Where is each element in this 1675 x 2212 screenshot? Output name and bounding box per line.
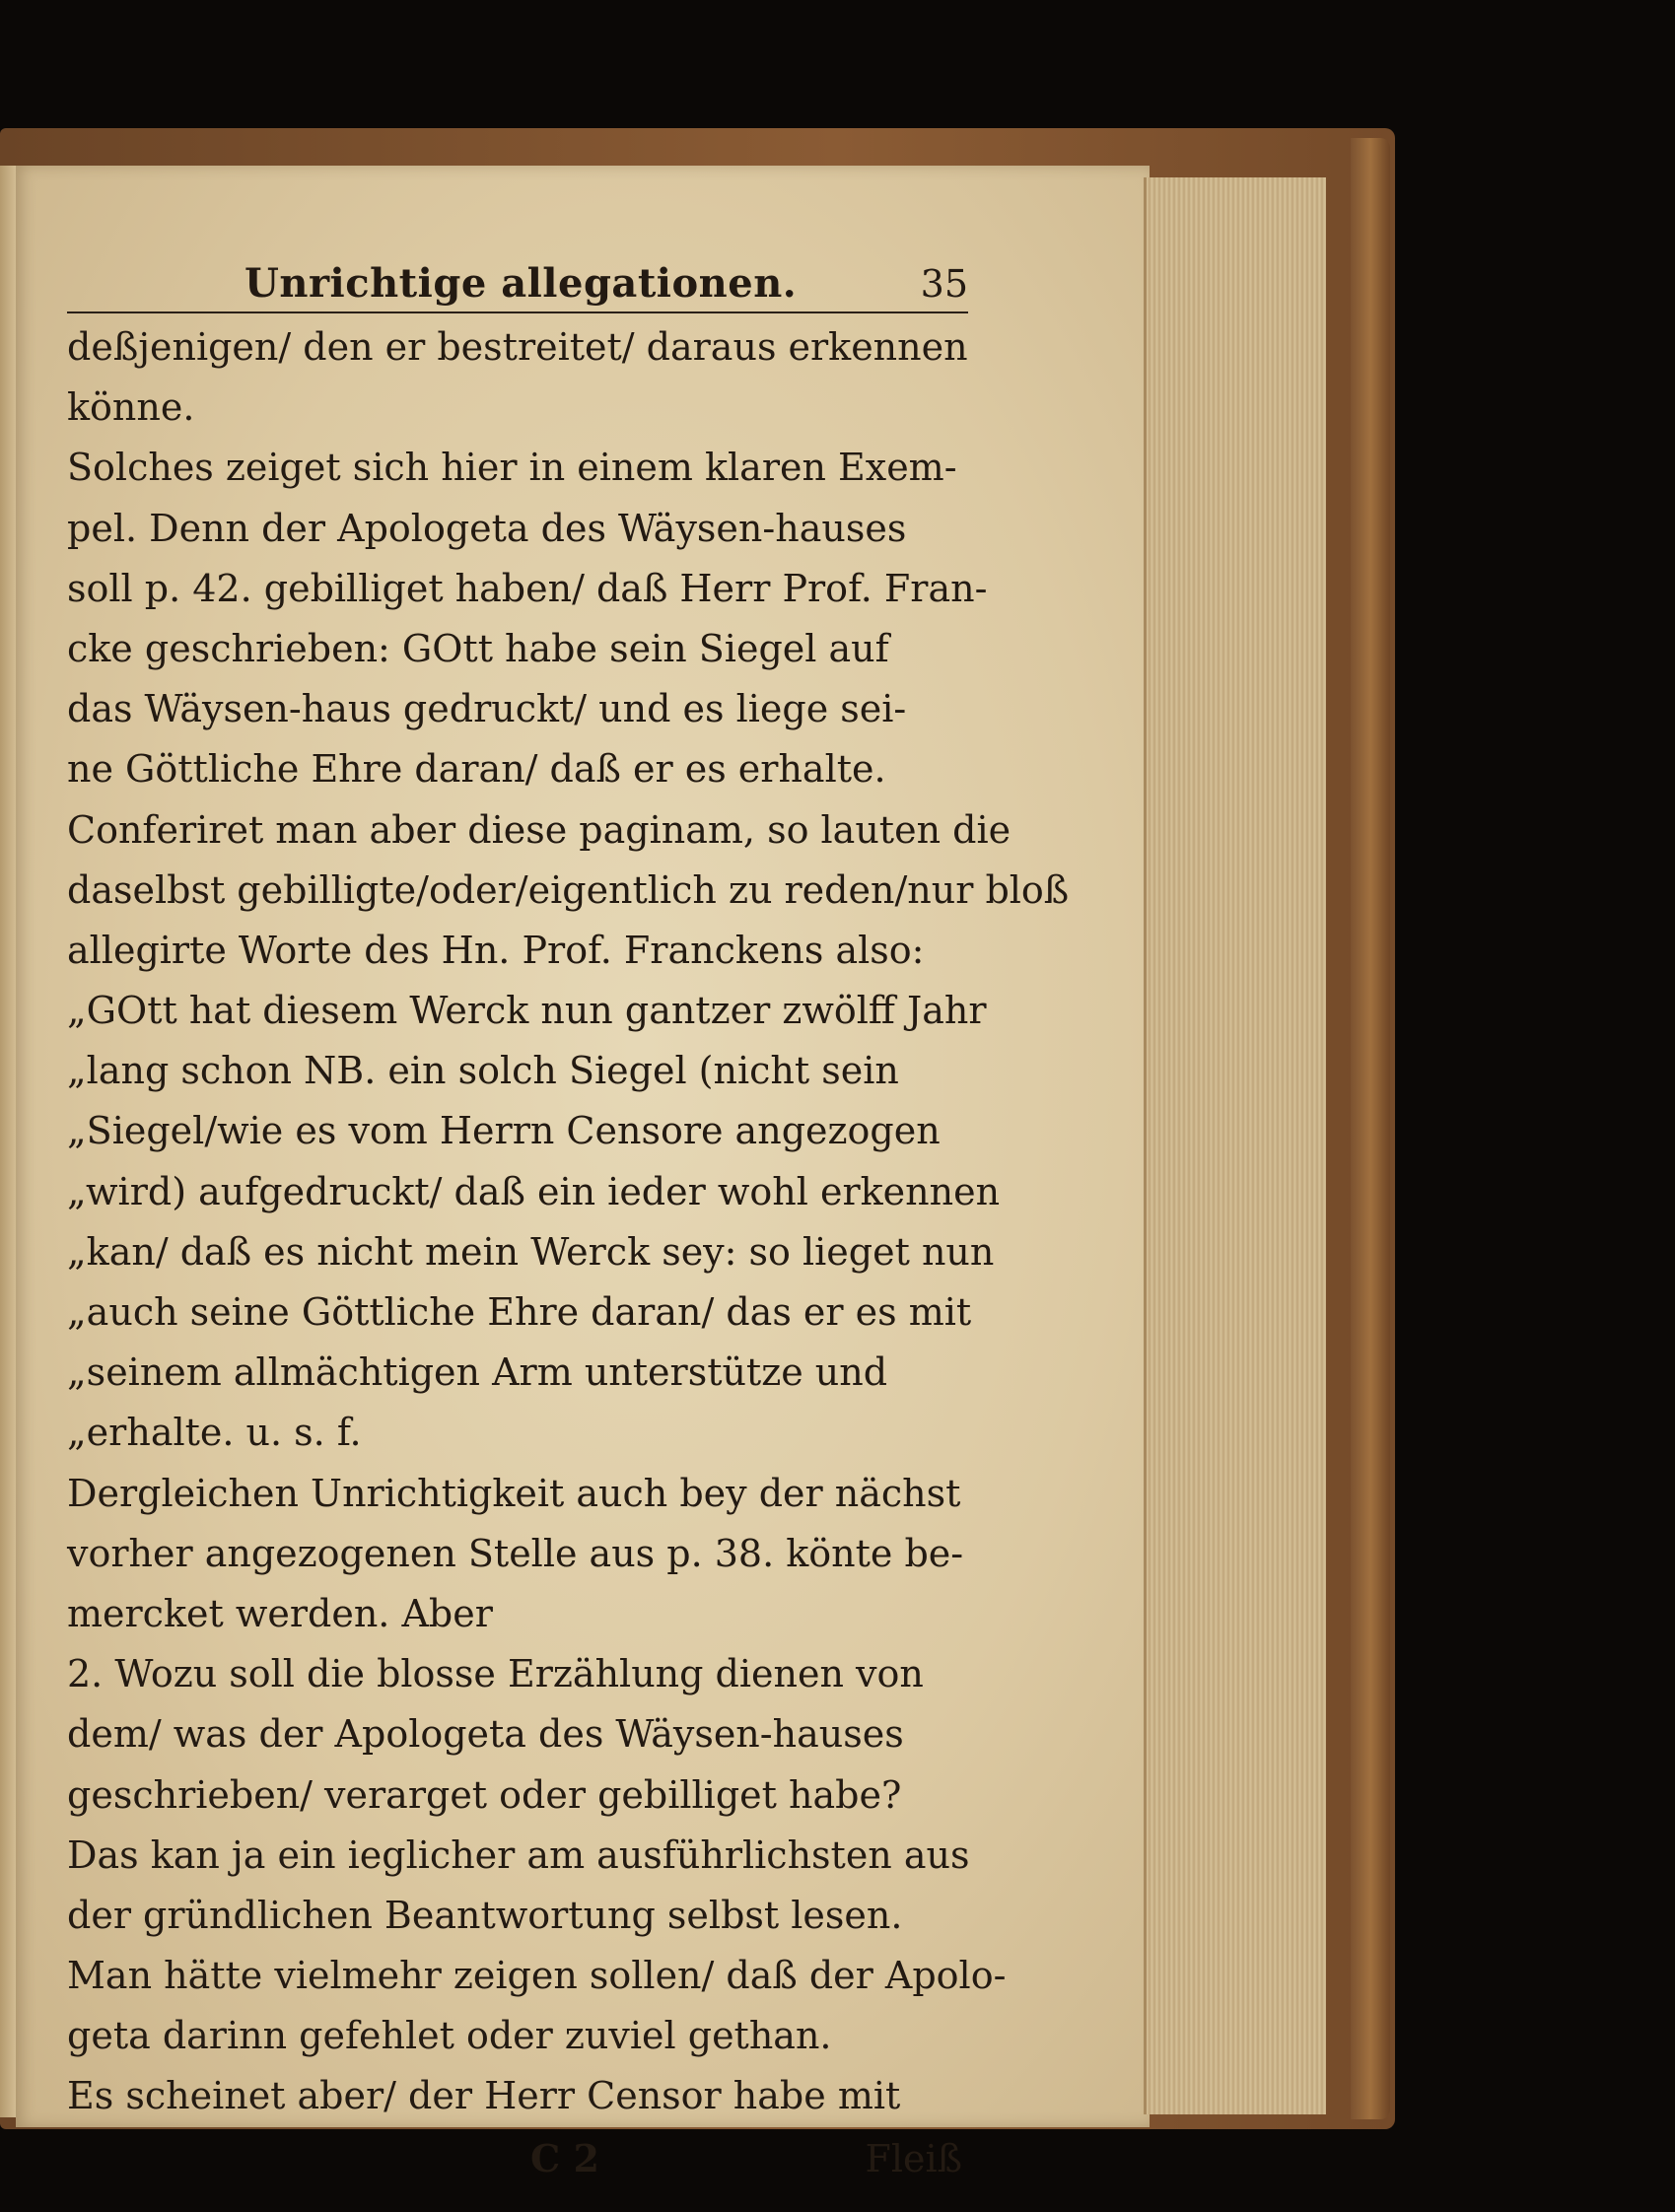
- text-line: „kan/ daß es nicht mein Werck sey: so lieget nun: [67, 1229, 995, 1274]
- page-text-block: [67, 254, 1070, 2188]
- text-line: vorher angezogenen Stelle aus p. 38. könte be-: [67, 1531, 964, 1575]
- catchword: Fleiß: [865, 2136, 962, 2180]
- text-line: geschrieben/ verarget oder gebilliget habe?: [67, 1772, 902, 1817]
- text-line: „seinem allmächtigen Arm unterstütze und: [67, 1350, 888, 1395]
- text-line: „auch seine Göttliche Ehre daran/ das er es mit: [67, 1290, 972, 1334]
- text-line: deßjenigen/ den er bestreitet/ daraus erkennen: [67, 325, 968, 369]
- text-line: das Wäysen-haus gedruckt/ und es liege sei-: [67, 687, 907, 731]
- text-line: der gründlichen Beantwortung selbst lesen.: [67, 1893, 903, 1937]
- text-line: Man hätte vielmehr zeigen sollen/ daß der Apolo-: [67, 1954, 1007, 1998]
- running-head: Unrichtige allegationen.: [244, 260, 798, 307]
- page-header: [67, 254, 968, 313]
- text-line: dem/ was der Apologeta des Wäysen-hauses: [67, 1712, 904, 1757]
- text-line: Dergleichen Unrichtigkeit auch bey der nächst: [67, 1471, 961, 1515]
- text-line: Conferiret man aber diese paginam, so lauten die: [67, 807, 1012, 852]
- text-line: „erhalte. u. s. f.: [67, 1411, 362, 1455]
- book-spine: [1351, 138, 1390, 2119]
- text-line: daselbst gebilligte/oder/eigentlich zu reden/nur bloß: [67, 867, 1070, 912]
- text-line: „wird) aufgedruckt/ daß ein ieder wohl erkennen: [67, 1169, 1001, 1213]
- text-line: „lang schon NB. ein solch Siegel (nicht sein: [67, 1049, 899, 1093]
- text-line: 2. Wozu soll die blosse Erzählung dienen von: [67, 1652, 924, 1696]
- text-line: Solches zeiget sich hier in einem klaren Exem-: [67, 446, 957, 490]
- text-line: „Siegel/wie es vom Herrn Censore angezogen: [67, 1109, 941, 1153]
- text-line: mercket werden. Aber: [67, 1591, 493, 1635]
- text-line: pel. Denn der Apologeta des Wäysen-hauses: [67, 506, 907, 550]
- text-line: könne.: [67, 385, 195, 430]
- text-line: Das kan ja ein ieglicher am ausführlichsten aus: [67, 1832, 970, 1877]
- text-line: cke geschrieben: GOtt habe sein Siegel auf: [67, 626, 889, 670]
- page-number: 35: [920, 262, 968, 306]
- body-text: [67, 313, 1070, 2127]
- text-line: ne Göttliche Ehre daran/ daß er es erhalte.: [67, 747, 886, 792]
- text-line: Es scheinet aber/ der Herr Censor habe mit: [67, 2074, 901, 2118]
- text-line: „GOtt hat diesem Werck nun gantzer zwölff Jahr: [67, 989, 987, 1033]
- text-line: geta darinn gefehlet oder zuviel gethan.: [67, 2014, 832, 2058]
- text-line: allegirte Worte des Hn. Prof. Franckens also:: [67, 928, 925, 972]
- text-line: soll p. 42. gebilliget haben/ daß Herr Prof. Fran-: [67, 566, 988, 610]
- page-stack-edge: [1144, 177, 1326, 2114]
- page-footer: [67, 2129, 968, 2188]
- signature-mark: C 2: [530, 2135, 599, 2180]
